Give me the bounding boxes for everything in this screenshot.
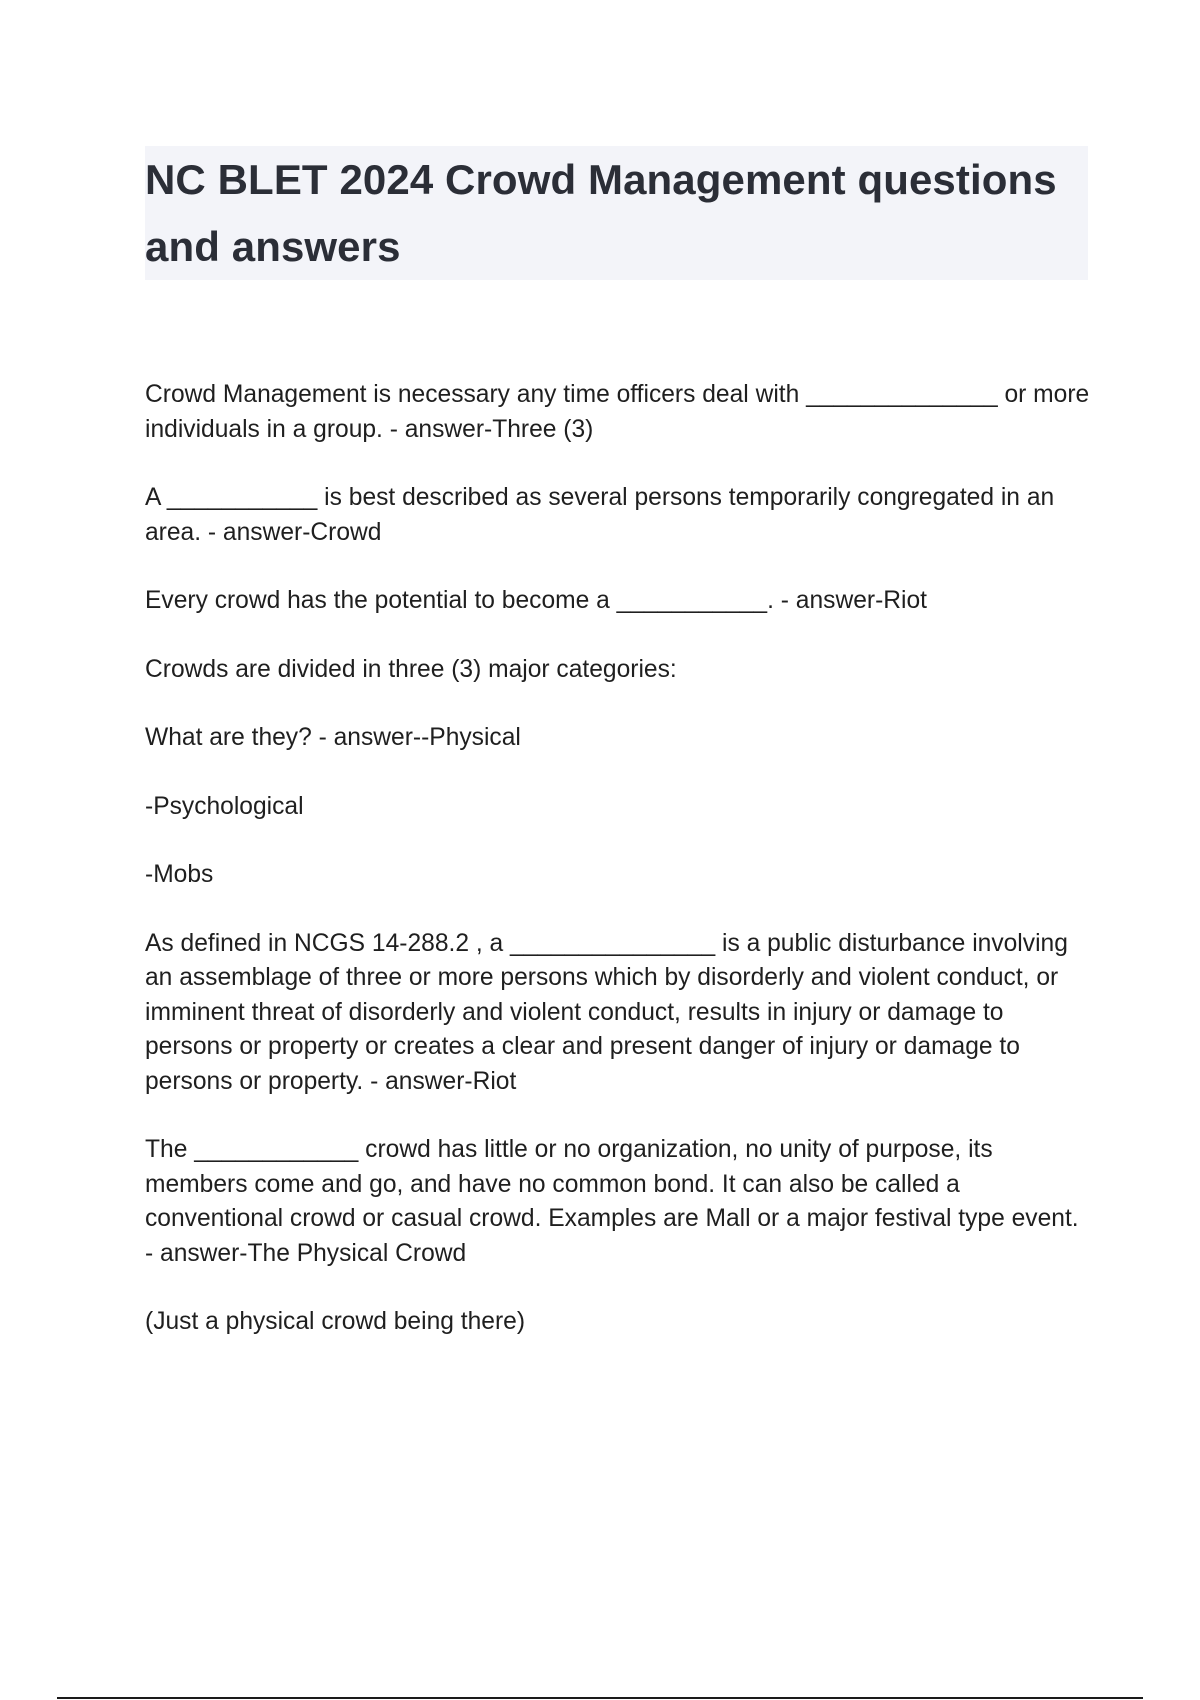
paragraph: A ___________ is best described as several persons temporarily congregated in an area. - answer-Crowd <box>145 484 1062 546</box>
document-body <box>145 378 1097 1374</box>
document-title: NC BLET 2024 Crowd Management questions and answers <box>145 156 1057 270</box>
bottom-divider <box>57 1697 1143 1699</box>
paragraph: As defined in NCGS 14-288.2 , a _______________ is a public disturbance involving an assemblage of three or more persons which by disorderly and violent conduct, or imminent threat of disorderly and violent conduct, results in injury or damage to persons or property or creates a clear and present danger of injury or damage to persons or property. - answer-Riot <box>145 929 1075 1095</box>
paragraph: The ____________ crowd has little or no organization, no unity of purpose, its members come and go, and have no common bond. It can also be called a conventional crowd or casual crowd. Examples are Mall or a major festival type event. - answer-The Physical Crowd <box>145 1136 1086 1267</box>
paragraph: Every crowd has the potential to become a ___________. - answer-Riot <box>145 587 927 614</box>
paragraph: -Psychological <box>145 792 304 820</box>
paragraph: (Just a physical crowd being there) <box>145 1308 526 1335</box>
paragraph: Crowds are divided in three (3) major categories: <box>145 655 677 683</box>
title-banner <box>145 146 1088 280</box>
paragraph: What are they? - answer--Physical <box>145 724 521 751</box>
paragraph: Crowd Management is necessary any time officers deal with ______________ or more individuals in a group. - answer-Three (3) <box>145 381 1097 443</box>
paragraph: -Mobs <box>145 861 214 888</box>
